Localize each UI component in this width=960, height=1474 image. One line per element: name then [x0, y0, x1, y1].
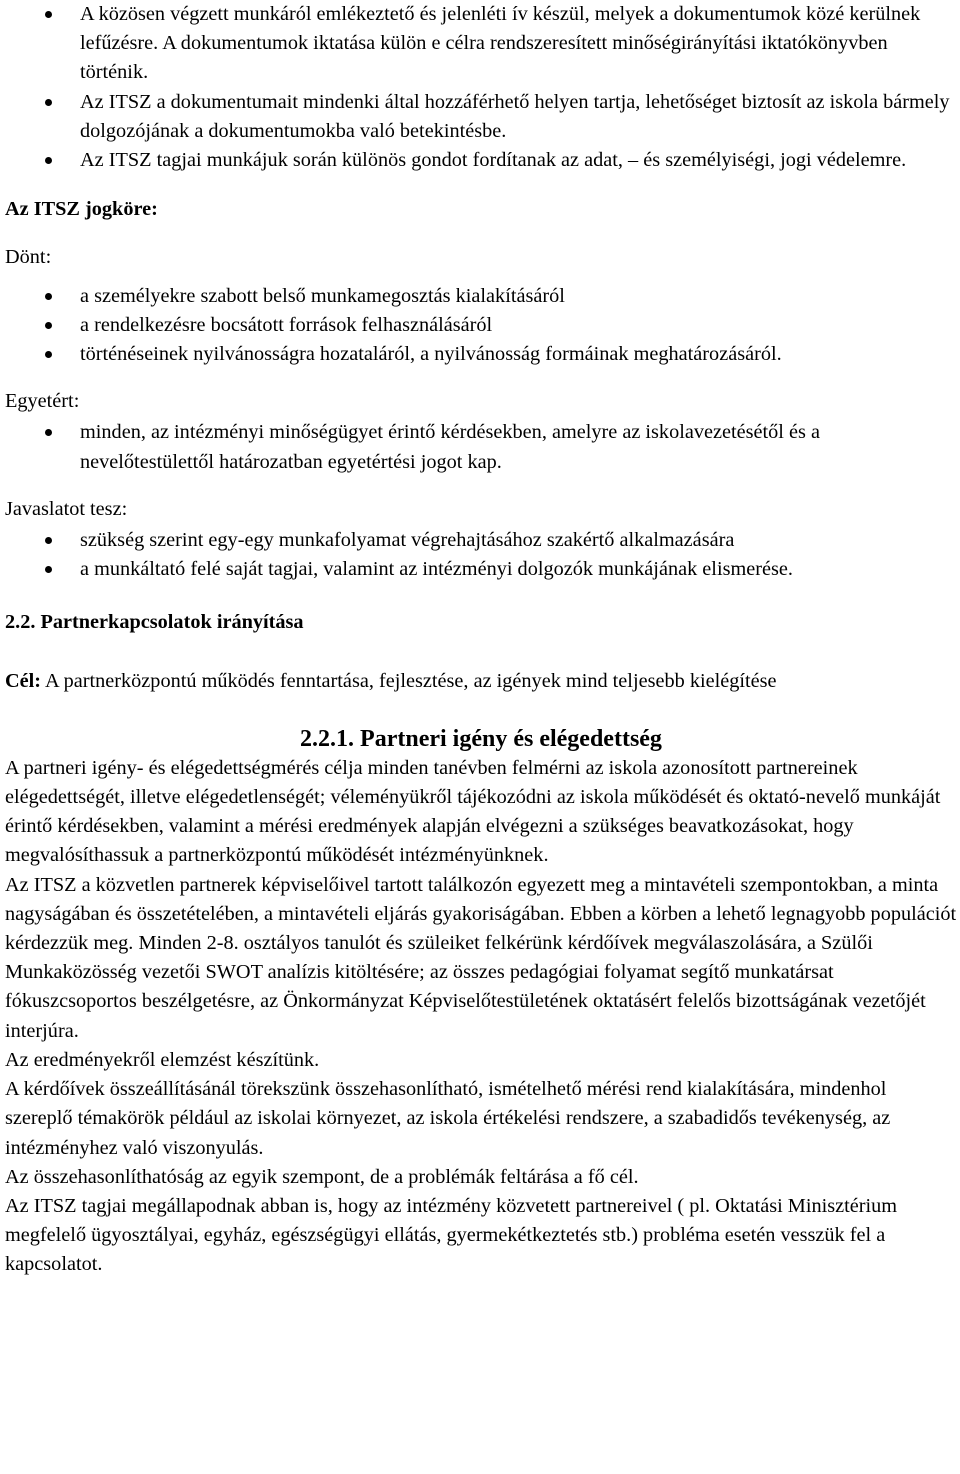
list-item: Az ITSZ a dokumentumait mindenki által hozzáférhető helyen tartja, lehetőséget biztosít az iskola bármely dolgozójának a dokumentumokba való betekintésbe.	[5, 88, 957, 146]
list-item: a rendelkezésre bocsátott források felhasználásáról	[5, 311, 957, 340]
goal-text: A partnerközpontú működés fenntartása, fejlesztése, az igények mind teljesebb kielégítése	[41, 669, 777, 692]
paragraph: Az összehasonlíthatóság az egyik szempont, de a problémák feltárása a fő cél.	[5, 1165, 639, 1188]
egyetert-label: Egyetért:	[5, 390, 80, 413]
subsection-title: 2.2.1. Partneri igény és elégedettség	[300, 725, 662, 752]
body-text	[5, 754, 957, 1280]
section-heading: 2.2. Partnerkapcsolatok irányítása	[5, 611, 304, 634]
list-item: történéseinek nyilvánosságra hozataláról, a nyilvánosság formáinak meghatározásáról.	[5, 340, 957, 369]
paragraph: Az ITSZ a közvetlen partnerek képviselőivel tartott találkozón egyezett meg a mintavételi szempontokban, a minta nagyságában és összetételében, a mintavételi eljárás gyakoriságában. Ebben a körben a lehető legnagyobb populációt kérdezzük meg. Minden 2-8. osztályos tanulót és szüleiket felkérünk kérdőívek megválaszolására, a Szülői Munkaközösség vezetői SWOT analízis kitöltésére; az összes pedagógiai folyamat segítő munkatársat fókuszcsoportos beszélgetésre, az Önkormányzat Képviselőtestületének oktatásért felelős bizottságának vezetőjét interjúra.	[5, 873, 957, 1042]
goal-label: Cél:	[5, 669, 42, 692]
list-item: A közösen végzett munkáról emlékeztető és jelenléti ív készül, melyek a dokumentumok közé kerülnek lefűzésre. A dokumentumok iktatása külön e célra rendszeresített minőségirányítási iktatókönyvben történik.	[5, 0, 957, 88]
list-item: szükség szerint egy-egy munkafolyamat végrehajtásához szakértő alkalmazására	[5, 526, 957, 555]
paragraph: A partneri igény- és elégedettségmérés célja minden tanévben felmérni az iskola azonosított partnereinek elégedettségét, illetve elégedetlenségét; véleményükről tájékozódni az iskola működését és oktató-nevelő munkáját érintő kérdésekben, valamint a mérési eredmények alapján elvégezni a szükséges beavatkozásokat, hogy megvalósíthassuk a partnerközpontú működését intézményünknek.	[5, 756, 941, 867]
dont-label: Dönt:	[5, 246, 52, 269]
list-item: minden, az intézményi minőségügyet érintő kérdésekben, amelyre az iskolavezetésétől és a nevelőtestülettől határozatban egyetértési jogot kap.	[5, 418, 957, 476]
paragraph: A kérdőívek összeállításánál törekszünk összehasonlítható, ismételhető mérési rend kialakítására, mindenhol szereplő témakörök például az iskolai környezet, az iskola értékelési rendszere, a szabadidős tevékenység, az intézményhez való viszonyulás.	[5, 1078, 891, 1159]
goal-statement	[5, 667, 957, 696]
dont-list	[5, 282, 957, 370]
paragraph: Az ITSZ tagjai megállapodnak abban is, hogy az intézmény közvetett partnereivel ( pl. Oktatási Minisztérium megfelelő ügyosztályai, egyház, egészségügyi ellátás, gyermekétkeztetés stb.) probléma esetén vesszük fel a kapcsolatot.	[5, 1194, 898, 1276]
javaslat-list	[5, 526, 957, 584]
document-page	[5, 0, 957, 1280]
javaslat-label: Javaslatot tesz:	[5, 497, 128, 520]
intro-bullet-list	[5, 0, 957, 175]
egyetert-list	[5, 418, 957, 476]
list-item: Az ITSZ tagjai munkájuk során különös gondot fordítanak az adat, – és személyiségi, jogi védelemre.	[5, 146, 957, 175]
paragraph: Az eredményekről elemzést készítünk.	[5, 1048, 320, 1071]
list-item: a munkáltató felé saját tagjai, valamint az intézményi dolgozók munkájának elismerése.	[5, 555, 957, 584]
jogkor-heading: Az ITSZ jogköre:	[5, 198, 158, 221]
list-item: a személyekre szabott belső munkamegosztás kialakításáról	[5, 282, 957, 311]
